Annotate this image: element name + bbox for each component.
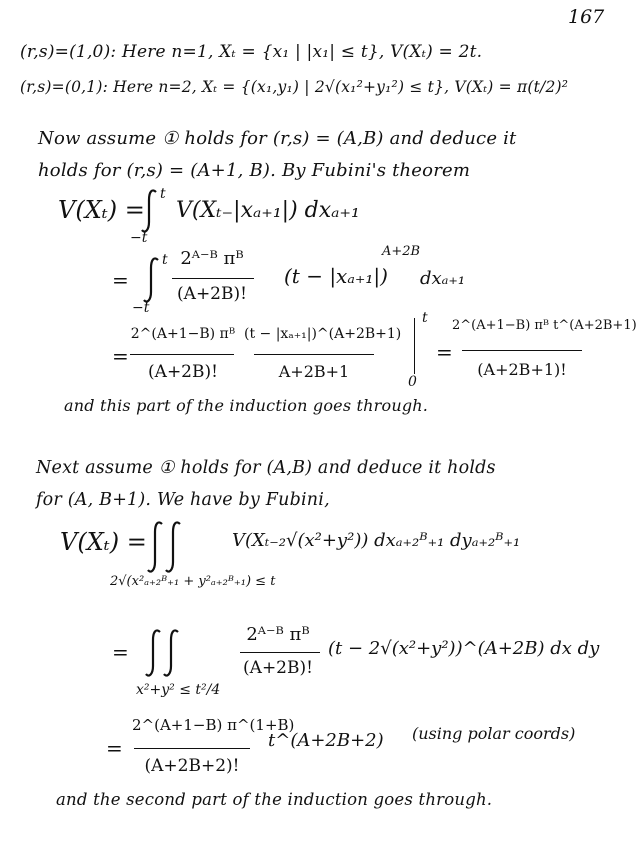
eq6-equals: = [106, 736, 123, 760]
base-case-1: (r,s)=(1,0): Here n=1, Xₜ = {x₁ | |x₁| ≤ t}, V(Xₜ) = 2t. [20, 42, 483, 62]
eq3-denominator-2: A+2B+1 [278, 362, 350, 381]
double-integral-sign [146, 520, 186, 576]
fraction-bar [240, 652, 320, 653]
eq3-numerator-1: 2^(A+1−B) πᴮ [130, 326, 236, 342]
eq3-numerator-2: (t − |xₐ₊₁|)^(A+2B+1) [244, 326, 402, 342]
eq1-upper-limit: t [160, 186, 166, 202]
eq6-note: (using polar coords) [412, 724, 576, 743]
eq3-equals-b: = [436, 340, 453, 364]
fraction-bar [172, 278, 254, 279]
induction-step-2-line1: Next assume ① holds for (A,B) and deduce it holds [36, 458, 496, 478]
integral-sign [142, 256, 162, 306]
fraction-bar [134, 748, 250, 749]
eq2-lower-limit: −t [132, 300, 150, 316]
fraction-bar [462, 350, 582, 351]
induction-step-1-line2: holds for (r,s) = (A+1, B). By Fubini's theorem [38, 160, 471, 181]
eq2-numerator: 2ᴬ⁻ᴮ πᴮ [180, 248, 244, 269]
fraction-bar [130, 354, 234, 355]
integral-sign [140, 188, 160, 234]
eq3-equals: = [112, 344, 129, 368]
eq3-numerator-3: 2^(A+1−B) πᴮ t^(A+2B+1) [452, 318, 637, 333]
eq2-equals: = [112, 268, 129, 292]
eq5-denominator: (A+2B)! [243, 658, 313, 678]
page-number: 167 [568, 6, 605, 28]
eq1-integrand: V(Xₜ₋|xₐ₊₁|) dxₐ₊₁ [176, 198, 360, 223]
base-case-2: (r,s)=(0,1): Here n=2, Xₜ = {(x₁,y₁) | 2√(x₁²+y₁²) ≤ t}, V(Xₜ) = π(t/2)² [20, 78, 569, 96]
induction-step-2-conclusion: and the second part of the induction goes through. [56, 790, 493, 809]
eq2-differential: dxₐ₊₁ [420, 268, 466, 289]
eq2-denominator: (A+2B)! [177, 284, 247, 304]
eq1-lhs: V(Xₜ) = [58, 196, 145, 224]
eq2-tail-exponent: A+2B [382, 244, 421, 259]
eq1-lower-limit: −t [130, 230, 148, 246]
eq4-integrand: V(Xₜ₋₂√(x²+y²)) dxₐ₊₂ᴮ₊₁ dyₐ₊₂ᴮ₊₁ [232, 530, 521, 551]
induction-step-1-line1: Now assume ① holds for (r,s) = (A,B) and deduce it [38, 128, 517, 149]
eq2-upper-limit: t [162, 252, 168, 268]
eq3-eval-upper: t [422, 310, 428, 326]
eq4-region: 2√(x²ₐ₊₂ᴮ₊₁ + y²ₐ₊₂ᴮ₊₁) ≤ t [110, 574, 276, 589]
fraction-bar [254, 354, 374, 355]
evaluation-bar [414, 318, 415, 374]
eq5-numerator: 2ᴬ⁻ᴮ πᴮ [246, 624, 310, 645]
eq6-denominator: (A+2B+2)! [144, 756, 240, 776]
eq6-tail: t^(A+2B+2) [268, 730, 384, 751]
eq2-tail: (t − |xₐ₊₁|) [284, 264, 388, 288]
induction-step-2-line2: for (A, B+1). We have by Fubini, [36, 490, 330, 510]
double-integral-sign [144, 628, 184, 680]
eq3-denominator-1: (A+2B)! [148, 362, 218, 382]
eq5-region: x²+y² ≤ t²/4 [136, 682, 221, 698]
eq3-denominator-3: (A+2B+1)! [477, 360, 567, 379]
eq4-lhs: V(Xₜ) = [60, 528, 147, 556]
eq5-equals: = [112, 640, 129, 664]
eq3-eval-lower: 0 [408, 374, 417, 390]
eq5-tail: (t − 2√(x²+y²))^(A+2B) dx dy [328, 638, 600, 659]
induction-step-1-conclusion: and this part of the induction goes through. [64, 396, 429, 415]
eq6-numerator: 2^(A+1−B) π^(1+B) [132, 716, 295, 734]
